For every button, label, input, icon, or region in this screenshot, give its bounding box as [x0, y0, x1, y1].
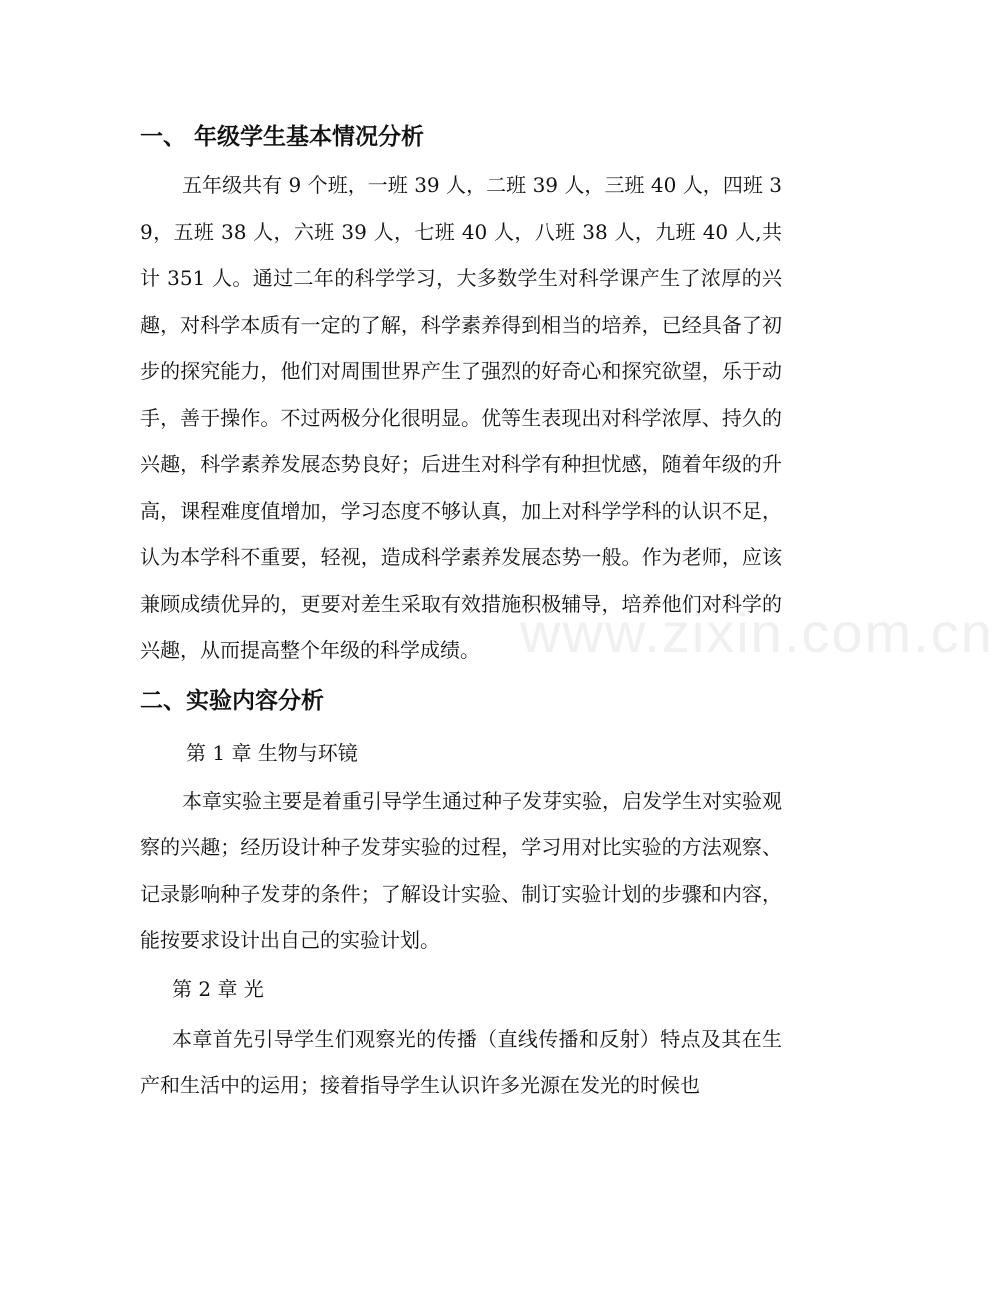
chapter-1-title: 第 1 章 生物与环镜	[186, 740, 358, 765]
chapter-2-title: 第 2 章 光	[172, 976, 264, 1001]
chapter-1-paragraph: 本章实验主要是着重引导学生通过种子发芽实验，启发学生对实验观察的兴趣；经历设计种子发芽实验的过程，学习用对比实验的方法观察、记录影响种子发芽的条件；了解设计实验、制订实验计划的步骤和内容，能按要求设计出自己的实验计划。	[140, 788, 782, 952]
section-1-paragraph: 五年级共有 9 个班，一班 39 人，二班 39 人，三班 40 人，四班 39，五班 38 人，六班 39 人，七班 40 人，八班 38 人，九班 40 人,共计 351 人。通过二年的科学学习，大多数学生对科学课产生了浓厚的兴趣，对科学本质有一定的了解，科学素养得到相当的培养，已经具备了初步的探究能力，他们对周围世界产生了强烈的好奇心和探究欲望，乐于动手，善于操作。不过两极分化很明显。优等生表现出对科学浓厚、持久的兴趣，科学素养发展态势良好；后进生对科学有种担忧感，随着年级的升高，课程难度值增加，学习态度不够认真，加上对科学学科的认识不足，认为本学科不重要，轻视，造成科学素养发展态势一般。作为老师，应该兼顾成绩优异的，更要对差生采取有效措施积极辅导，培养他们对科学的兴趣，从而提高整个年级的科学成绩。	[140, 173, 782, 662]
section-2-heading: 二、实验内容分析	[140, 687, 324, 714]
chapter-2-paragraph: 本章首先引导学生们观察光的传播（直线传播和反射）特点及其在生产和生活中的运用；接着指导学生认识许多光源在发光的时候也	[140, 1026, 782, 1097]
section-1-heading: 一、 年级学生基本情况分析	[140, 124, 425, 150]
document-content	[140, 112, 782, 1109]
watermark: www.zixin.com.cn	[520, 601, 994, 664]
